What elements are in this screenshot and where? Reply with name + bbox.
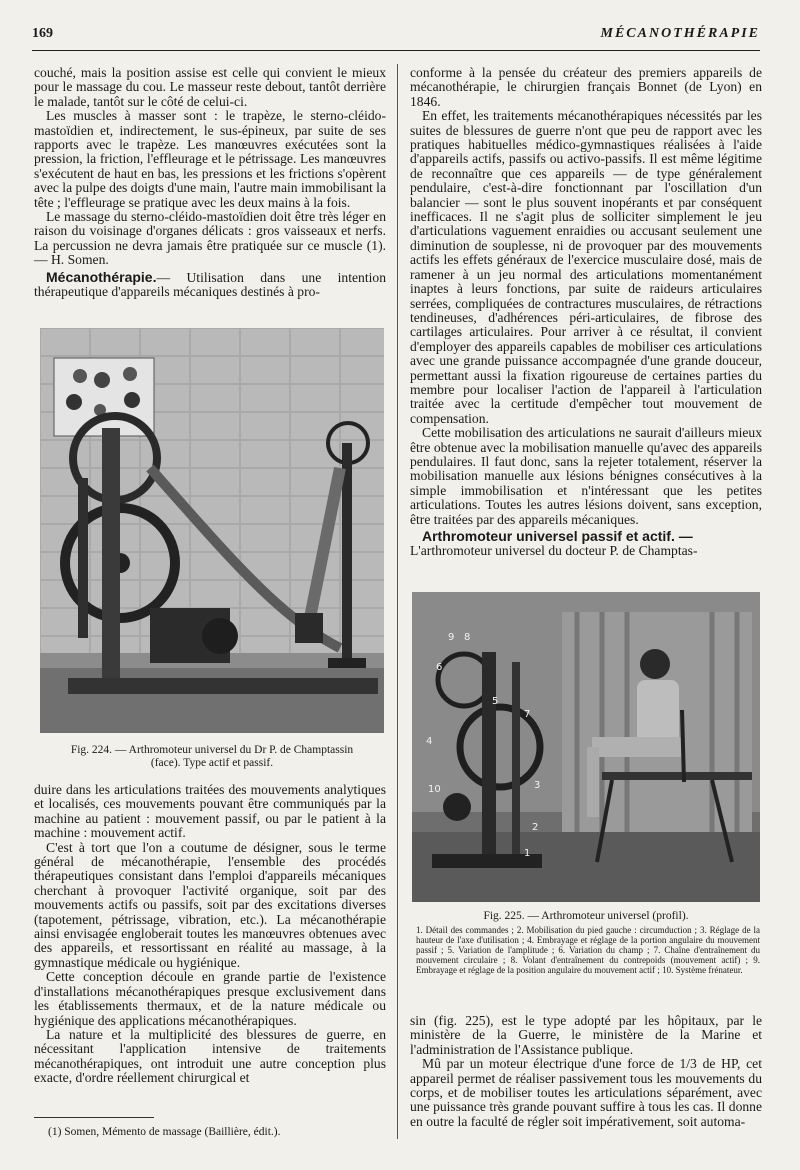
arthromoteur-profile-illustration [412, 592, 760, 902]
figure-225-caption: Fig. 225. — Arthromoteur universel (profil). [483, 910, 689, 922]
figure-224-photo [40, 328, 384, 733]
figure-225-photo [412, 592, 760, 902]
paragraph: Mû par un moteur électrique d'une force de 1/3 de HP, cet appareil permet de réaliser passivement tous les mouvements du corps, et de mobiliser toutes les articulations séparément, avec une puissance très grande pouvant suffire à tous les cas. Il donne en outre la faculté de régler soit impérativement, soit automa- [410, 1056, 762, 1129]
callout-label: 2 [532, 822, 539, 833]
paragraph: Cette mobilisation des articulations ne saurait d'ailleurs mieux être obtenue avec la mobilisation manuelle qu'avec des appareils pendulaires. Il faut donc, sans la rejeter totalement, réserver la mobilisation manuelle aux lésions bénignes consécutives à la simple immobilisation et n'intéressant que les petites articulations. Toutes les autres lésions doivent, sans exception, être traitées par des appareils mécaniques. [410, 425, 762, 527]
paragraph: Cette conception découle en grande partie de l'existence d'installations mécanothérapiques presque exclusivement dans les établissements thermaux, et de la nature médicale ou hygiénique des applications mécanothérapiques. [34, 969, 386, 1028]
entry-headword: Mécanothérapie. [46, 268, 157, 285]
paragraph: En effet, les traitements mécanothérapiques nécessités par les suites de blessures de guerre n'ont que peu de rapport avec les pratiques habituelles médico-gymnastiques réalisées à l'aide d'appareils actifs, passifs ou activo-passifs. Il est même légitime de reconnaître que ces appareils — de type généralement pendulaire, c'est-à-dire fonctionnant par l'oscillation d'un balancier — sont le plus souvent inopérants et par conséquent inefficaces. Il ne s'agit plus de solliciter simplement le jeu d'articulations vaguement enraidies ou accusant seulement une diminution de souplesse, ni de provoquer par des mouvements actifs les effets généraux de l'exercice musculaire dosé, mais de ramener à un jeu normal des articulations momentanément inaptes à leurs fonctions, par suite de raideurs articulaires serrées, compliquées de contractures musculaires, de rétractions tendineuses, d'adhérences péri-articulaires, de fibrose des cartilages articulaires. Pour arriver à ce résultat, il convient d'employer des appareils capables de mobiliser ces articulations avec une grande puissance accompagnée d'une grande douceur, permettant aussi la fixation rigoureuse de certaines parties du membre pour localiser l'action de l'appareil à l'articulation traitée avec la certitude d'empêcher tout mouvement de compensation. [410, 108, 762, 426]
right-column-top [410, 66, 762, 559]
running-title: MÉCANOTHÉRAPIE [600, 26, 760, 41]
caption-line: (face). Type actif et passif. [150, 757, 274, 769]
figure-225-legend: 1. Détail des commandes ; 2. Mobilisation du pied gauche : circumduction ; 3. Réglage de la hauteur de l'axe d'utilisation ; 4. Embrayage et réglage de la portion angulaire du mouvement passif ; 5. Variation de l'amplitude ; 6. Variation du champ ; 7. Chaîne d'entraînement du mouvement circulaire ; 8. Volant d'entraînement du contrepoids (mouvement actif) ; 9. Embrayage et réglage de la position angulaire du mouvement actif ; 10. Système frénateur. [416, 925, 760, 975]
entry [410, 529, 762, 544]
paragraph: duire dans les articulations traitées des mouvements analytiques et localisés, ces mouvements pouvant être communiqués par la machine au patient : mouvement passif, ou par le patient à la machine : mouvement actif. [34, 782, 386, 841]
callout-label: 9 [448, 632, 455, 643]
callout-label: 4 [426, 736, 433, 747]
page-header [32, 26, 760, 50]
paragraph: couché, mais la position assise est celle qui convient le mieux pour le massage du cou. Le masseur reste debout, tantôt derrière le malade, tantôt sur le côté de celui-ci. [34, 65, 386, 109]
page-number: 169 [32, 26, 53, 41]
callout-label: 10 [428, 784, 441, 795]
entry-text: — Utilisation dans une intention thérapeutique d'appareils mécaniques destinés à pro- [34, 269, 386, 300]
right-column-bottom [410, 1014, 762, 1129]
callout-label: 3 [534, 780, 541, 791]
section-subhead: Arthromoteur universel passif et actif. — [422, 528, 693, 544]
header-rule [32, 50, 760, 51]
callout-label: 5 [492, 696, 499, 707]
paragraph: L'arthromoteur universel du docteur P. de Champtas- [410, 543, 698, 559]
paragraph: sin (fig. 225), est le type adopté par les hôpitaux, par le ministère de la Guerre, le ministère de la Marine et l'administration de l'Assistance publique. [410, 1013, 762, 1057]
paragraph: conforme à la pensée du créateur des premiers appareils de mécanothérapie, le chirurgien français Bonnet (de Lyon) en 1846. [410, 65, 762, 109]
entry [34, 270, 386, 300]
paragraph: La nature et la multiplicité des blessures de guerre, en nécessitant l'application intensive de traitements mécanothérapiques, ont introduit une autre conception plus exacte, d'ordre réellement chirurgical et [34, 1026, 386, 1086]
figure-224-caption [40, 744, 384, 770]
arthromoteur-face-illustration [40, 328, 384, 733]
footnote: (1) Somen, Mémento de massage (Baillière, édit.). [48, 1126, 281, 1138]
callout-label: 6 [436, 662, 443, 673]
left-column-bottom [34, 783, 386, 1086]
paragraph: C'est à tort que l'on a coutume de désigner, sous le terme général de mécanothérapie, l'ensemble des procédés thérapeutiques consistant dans l'emploi d'appareils mécaniques cherchant à provoquer l'activité organique, soit par des mouvements actifs ou passifs, soit par des excitations diverses (tapotement, pétrissage, vibration, etc.). La mécanothérapie ainsi envisagée engloberait toutes les manœuvres obtenues avec des appareils, et ressortissant en réalité au massage, à la gymnastique médicale ou hygiénique. [34, 839, 386, 970]
paragraph: Le massage du sterno-cléido-mastoïdien doit être très léger en raison du voisinage d'organes délicats : gros vaisseaux et nerfs. La percussion ne devra jamais être pratiquée sur ce muscle (1). — H. Somen. [34, 209, 386, 268]
caption-line: Fig. 224. — Arthromoteur universel du Dr P. de Champtassin [70, 744, 354, 756]
callout-label: 7 [524, 709, 531, 720]
paragraph: Les muscles à masser sont : le trapèze, le sterno-cléido-mastoïdien et, indirectement, le sus-épineux, par suite de ses rapports avec le trapèze. Les manœuvres exécutées sont la pression, la friction, l'effleurage et le pétrissage. Les manœuvres s'exécutent de haut en bas, les pressions et les frictions s'opèrent avec la pulpe des doigts d'une main, l'autre main immobilisant la tête ; l'effleurage se pratique avec les deux mains à la fois. [34, 108, 386, 210]
callout-label: 8 [464, 632, 471, 643]
footnote-rule [34, 1117, 154, 1118]
column-divider [397, 64, 398, 1139]
callout-label: 1 [524, 848, 531, 859]
left-column-top [34, 66, 386, 300]
